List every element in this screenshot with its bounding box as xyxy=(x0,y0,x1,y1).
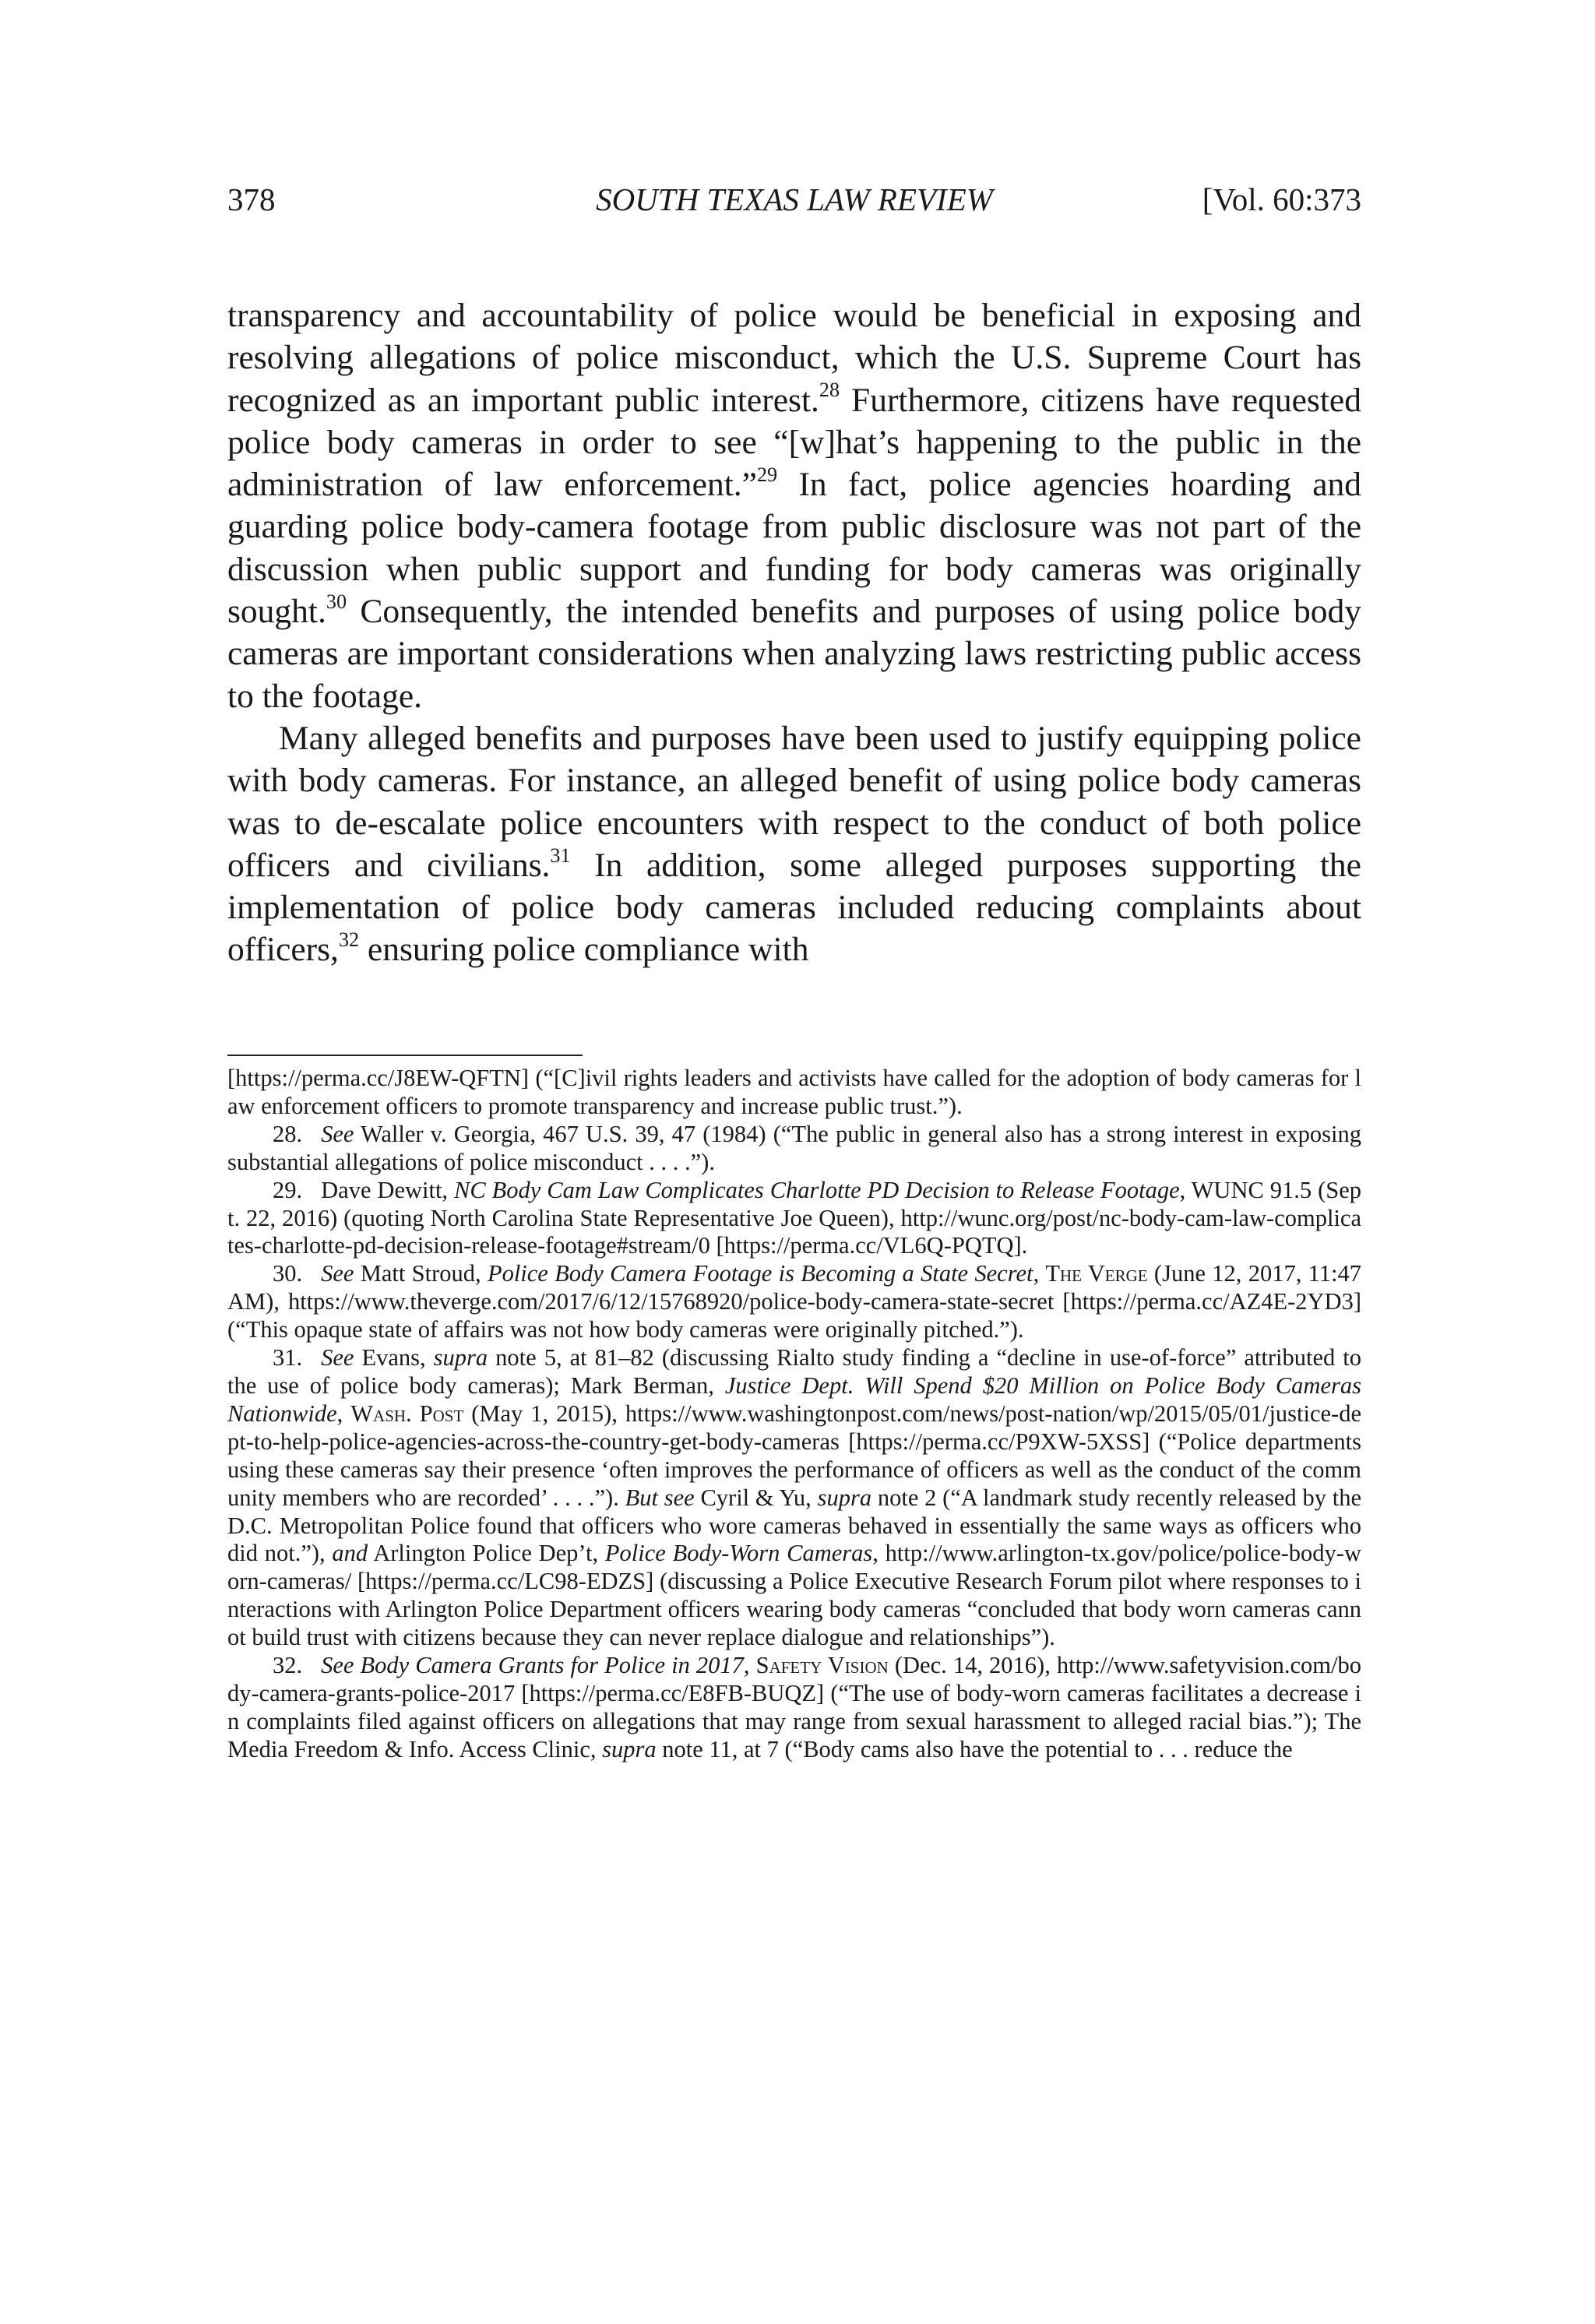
text-run: , xyxy=(1033,1260,1046,1287)
text-run: , xyxy=(336,1400,351,1427)
footnote-ref-29[interactable]: 29 xyxy=(756,463,778,487)
footnote-30 xyxy=(227,1260,1361,1344)
article-title: Police Body Camera Footage is Becoming a State Secret xyxy=(487,1260,1033,1287)
footnote-32 xyxy=(227,1652,1361,1764)
text-run: Furthermore, citizens have requested police body cameras in order to see “[w]hat’s happening to the public in the administration of law enforcement.” xyxy=(227,381,1361,504)
text-run: note 5, at 81–82 (discussing Rialto study finding a “decline in use-of-force” attributed to the use of police body cameras); Mark Berman, xyxy=(227,1344,1361,1399)
article-title: NC Body Cam Law Complicates Charlotte PD Decision to Release Footage xyxy=(454,1176,1180,1203)
text-run: note 11, at 7 (“Body cams also have the potential to . . . reduce the xyxy=(656,1735,1293,1762)
footnote-31 xyxy=(227,1344,1361,1652)
signal: See xyxy=(321,1344,354,1372)
text-run: Dave Dewitt, xyxy=(321,1176,454,1203)
footnote-ref-32[interactable]: 32 xyxy=(338,928,360,952)
article-title: Justice Dept. Will Spend $20 Million on Police Body Cameras Nationwide xyxy=(227,1372,1361,1427)
text-run: Waller v. Georgia, 467 U.S. 39, 47 (1984) (“The public in general also has a strong interest in exposing substantial allegations of police misconduct . . . .”). xyxy=(227,1120,1361,1175)
text-run: In fact, police agencies hoarding and guarding police body-camera footage from public disclosure was not part of the discussion when public support and funding for body cameras was originally sought. xyxy=(227,466,1361,631)
footnote-ref-28[interactable]: 28 xyxy=(819,379,840,402)
text-run xyxy=(354,1652,360,1678)
text-run: (June 12, 2017, 11:47 AM), https://www.theverge.com/2017/6/12/15768920/police-body-camera-state-secret [https://perma.cc/AZ4E-2YD3] (“This opaque state of affairs was not how body cameras were originally pitched.”). xyxy=(227,1260,1361,1343)
text-run: note 2 (“A landmark study recently released by the D.C. Metropolitan Police found that officers who wore cameras behaved in essentially the same ways as officers who did not.”), xyxy=(227,1484,1361,1567)
page-number: 378 xyxy=(227,181,276,217)
footnote-divider xyxy=(227,1055,583,1056)
text-run: , WUNC 91.5 (Sept. 22, 2016) (quoting North Carolina State Representative Joe Queen), http://wunc.org/post/nc-body-cam-law-complicates-charlotte-pd-decision-release-footage#stream/0 [https://perma.cc/VL6Q-PQTQ]. xyxy=(227,1176,1361,1259)
text-run: , xyxy=(743,1652,756,1679)
publication: Safety Vision xyxy=(755,1652,889,1679)
signal: See xyxy=(321,1120,354,1147)
footnote-ref-31[interactable]: 31 xyxy=(550,843,571,867)
signal: But see xyxy=(625,1484,695,1511)
paragraph-1 xyxy=(227,294,1361,717)
footnote-number: 28. xyxy=(273,1120,303,1147)
footnote-number: 31. xyxy=(273,1344,303,1372)
text-run: transparency and accountability of police would be beneficial in exposing and resolving allegations of police misconduct, which the U.S. Supreme Court has recognized as an important public interest. xyxy=(227,297,1361,419)
signal: See xyxy=(321,1652,354,1679)
publication: The Verge xyxy=(1045,1260,1148,1287)
text-run: ensuring police compliance with xyxy=(359,931,809,969)
text-run: [https://perma.cc/J8EW-QFTN] (“[C]ivil rights leaders and activists have called for the adoption of body cameras for law enforcement officers to promote transparency and increase public trust.”). xyxy=(227,1065,1361,1119)
text-run: Matt Stroud, xyxy=(354,1260,488,1287)
text-run: Evans, xyxy=(354,1344,434,1372)
paragraph-2 xyxy=(227,717,1361,971)
footnote-28 xyxy=(227,1121,1361,1177)
article-title: Body Camera Grants for Police in 2017 xyxy=(360,1652,744,1679)
text-run: Arlington Police Dep’t, xyxy=(368,1540,605,1567)
main-text xyxy=(227,294,1361,971)
signal: supra xyxy=(817,1484,872,1511)
text-run: Many alleged benefits and purposes have been used to justify equipping police with body cameras. For instance, an alleged benefit of using police body cameras was to de-escalate police encounters with respect to the conduct of both police officers and civilians. xyxy=(227,719,1361,884)
running-header xyxy=(227,181,1361,227)
text-run: In addition, some alleged purposes supporting the implementation of police body cameras included reducing complaints about officers, xyxy=(227,846,1361,969)
signal: and xyxy=(332,1540,368,1567)
footnote-29 xyxy=(227,1177,1361,1261)
footnotes xyxy=(227,1065,1361,1764)
footnote-continuation xyxy=(227,1065,1361,1121)
article-title: Police Body-Worn Cameras xyxy=(604,1540,873,1567)
text-run: Cyril & Yu, xyxy=(694,1484,818,1511)
text-run: (May 1, 2015), https://www.washingtonpost.com/news/post-nation/wp/2015/05/01/justice-dept-to-help-police-agencies-across-the-country-get-body-cameras [https://perma.cc/P9XW-5XSS] (“Police departments using these cameras say their presence ‘often improves the performance of officers as well as the conduct of the community members who are recorded’ . . . .”). xyxy=(227,1400,1361,1511)
footnote-number: 29. xyxy=(273,1176,303,1203)
signal: See xyxy=(321,1260,354,1287)
footnote-number: 32. xyxy=(273,1652,303,1679)
footnote-ref-30[interactable]: 30 xyxy=(326,590,347,613)
signal: supra xyxy=(433,1344,488,1372)
text-run: Consequently, the intended benefits and purposes of using police body cameras are important considerations when analyzing laws restricting public access to the footage. xyxy=(227,593,1361,715)
volume-citation: [Vol. 60:373 xyxy=(1202,181,1361,217)
text-run: , http://www.arlington-tx.gov/police/police-body-worn-cameras/ [https://perma.cc/LC98-EDZS] (discussing a Police Executive Research Forum pilot where responses to interactions with Arlington Police Department officers wearing body cameras “concluded that body worn cameras cannot build trust with citizens because they can never replace dialogue and relationships”). xyxy=(227,1540,1361,1651)
footnote-number: 30. xyxy=(273,1260,303,1287)
journal-title: SOUTH TEXAS LAW REVIEW xyxy=(596,181,993,217)
publication: Wash. Post xyxy=(350,1400,464,1427)
signal: supra xyxy=(602,1735,657,1762)
text-run: (Dec. 14, 2016), http://www.safetyvision.com/body-camera-grants-police-2017 [https://perma.cc/E8FB-BUQZ] (“The use of body-worn cameras facilitates a decrease in complaints filed against officers on allegations that may range from sexual harassment to alleged racial bias.”); The Media Freedom & Info. Access Clinic, xyxy=(227,1652,1361,1762)
